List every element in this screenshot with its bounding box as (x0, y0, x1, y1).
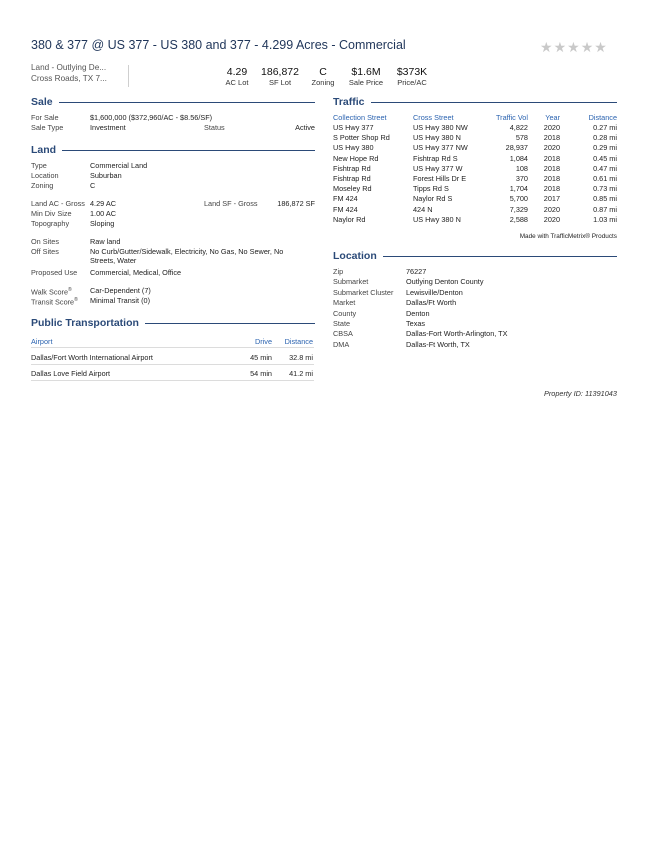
location-label: Market (333, 298, 356, 308)
transit-score-label (31, 296, 78, 306)
proposed-use-label: Proposed Use (31, 268, 78, 277)
traffic-section-header (333, 96, 617, 108)
location-value: Outlying Denton County (406, 277, 484, 287)
location-value: Dallas/Ft Worth (406, 298, 457, 308)
stat-value: 186,872 (261, 66, 299, 78)
for-sale-label: For Sale (31, 113, 59, 122)
traffic-cell-traffic-vol: 108 (515, 163, 528, 173)
traffic-cell-traffic-vol: 578 (515, 133, 528, 143)
traffic-cell-collection-street: FM 424 (333, 194, 358, 204)
sale-section-header (31, 96, 315, 108)
traffic-cell-collection-street: US Hwy 377 (333, 123, 374, 132)
traffic-cell-traffic-vol: 5,700 (509, 194, 528, 204)
star-icon[interactable]: ★ (540, 39, 553, 55)
location-label: DMA (333, 339, 350, 349)
traffic-cell-year: 2020 (543, 123, 560, 132)
traffic-cell-traffic-vol: 28,937 (505, 143, 528, 153)
page-title: 380 & 377 @ US 377 - US 380 and 377 - 4.299 Acres - Commercial (31, 38, 406, 52)
zoning-value: C (90, 181, 96, 190)
traffic-cell-traffic-vol: 2,588 (509, 214, 528, 224)
for-sale-value: $1,600,000 ($372,960/AC - $8.56/SF) (90, 113, 213, 122)
traffic-cell-cross-street: US Hwy 380 N (413, 214, 461, 224)
on-sites-label: On Sites (31, 237, 59, 246)
traffic-cell-collection-street: Fishtrap Rd (333, 163, 371, 173)
airport-drive: 54 min (250, 369, 272, 378)
traffic-footer: Made with TrafficMetrix® Products (519, 233, 617, 240)
traffic-cell-cross-street: Tipps Rd S (413, 184, 449, 194)
traffic-cell-traffic-vol: 370 (515, 174, 528, 183)
section-title: Public Transportation (31, 317, 139, 329)
location-label: Zip (333, 267, 344, 276)
walk-score-value: Car-Dependent (7) (90, 286, 151, 295)
type-label: Type (31, 161, 47, 170)
traffic-cell-collection-street: S Potter Shop Rd (333, 133, 390, 143)
location-label: Submarket (333, 277, 369, 287)
stat-value: $373K (396, 66, 428, 78)
traffic-cell-distance: 0.73 mi (593, 184, 617, 194)
type-value: Commercial Land (90, 161, 148, 170)
off-sites-label: Off Sites (31, 247, 59, 256)
section-title: Sale (31, 96, 53, 108)
location-label: Location (31, 171, 59, 180)
section-title: Traffic (333, 96, 365, 108)
traffic-vol-column-header: Traffic Vol (495, 113, 528, 122)
transport-section-header (31, 317, 315, 329)
traffic-cell-traffic-vol: 1,084 (509, 153, 528, 163)
table-divider (31, 364, 314, 365)
airport-drive: 45 min (250, 353, 272, 362)
traffic-cell-year: 2018 (543, 184, 560, 194)
off-sites-value: No Curb/Gutter/Sidewalk, Electricity, No Gas, No Sewer, No Streets, Water (90, 247, 284, 265)
traffic-cell-distance: 0.47 mi (593, 163, 617, 173)
stat-zoning (309, 66, 337, 88)
location-value: Dallas-Fort Worth-Arlington, TX (406, 329, 508, 339)
star-icon[interactable]: ★ (594, 39, 607, 55)
stat-price-ac (394, 66, 430, 88)
location-label: Submarket Cluster (333, 287, 394, 297)
stat-value: C (319, 66, 327, 78)
star-icon[interactable]: ★ (553, 39, 567, 55)
section-title: Location (333, 250, 377, 262)
section-rule (62, 150, 315, 151)
transit-score-value: Minimal Transit (0) (90, 296, 151, 305)
star-icon[interactable]: ★ (567, 39, 580, 55)
traffic-cell-collection-street: Fishtrap Rd (333, 174, 371, 183)
traffic-cell-year: 2018 (543, 133, 560, 143)
stat-sf-lot (259, 66, 301, 88)
traffic-cell-collection-street: US Hwy 380 (333, 143, 374, 153)
traffic-cell-year: 2020 (543, 214, 560, 224)
traffic-cell-cross-street: US Hwy 380 N (413, 133, 461, 143)
sale-type-value: Investment (90, 123, 126, 132)
traffic-cell-traffic-vol: 4,822 (509, 123, 528, 132)
on-sites-value: Raw land (90, 237, 121, 246)
traffic-cell-distance: 0.29 mi (593, 143, 617, 153)
walk-score-label (31, 286, 72, 296)
land-sf-label: Land SF - Gross (204, 199, 258, 208)
status-label: Status (204, 123, 225, 132)
zoning-label: Zoning (31, 181, 54, 190)
section-rule (59, 102, 315, 103)
topography-label: Topography (31, 219, 70, 228)
location-label: CBSA (333, 329, 353, 339)
distance-column-header: Distance (588, 113, 617, 122)
traffic-cell-cross-street: Naylor Rd S (413, 194, 453, 204)
min-div-label: Min Div Size (31, 209, 72, 218)
stat-label: Price/AC (397, 78, 427, 87)
min-div-value: 1.00 AC (90, 209, 116, 218)
location-value: Suburban (90, 171, 122, 180)
traffic-cell-distance: 0.61 mi (593, 174, 617, 183)
subtitle-line-2: Cross Roads, TX 7... (31, 73, 107, 83)
traffic-cell-year: 2018 (543, 163, 560, 173)
traffic-cell-cross-street: Fishtrap Rd S (413, 153, 458, 163)
traffic-cell-cross-street: US Hwy 377 W (413, 163, 463, 173)
table-divider (31, 347, 314, 348)
stat-label: Zoning (311, 78, 335, 87)
location-label: State (333, 319, 351, 328)
header-divider (128, 65, 129, 87)
traffic-cell-collection-street: Naylor Rd (333, 214, 366, 224)
traffic-cell-distance: 0.45 mi (593, 153, 617, 163)
land-ac-value: 4.29 AC (90, 199, 116, 208)
cross-street-column-header: Cross Street (413, 113, 454, 122)
traffic-cell-collection-street: New Hope Rd (333, 153, 379, 163)
property-subtitle (31, 63, 107, 84)
stat-value: 4.29 (226, 66, 248, 78)
traffic-cell-cross-street: Forest Hills Dr E (413, 174, 467, 183)
location-label: County (333, 308, 357, 318)
land-ac-label: Land AC - Gross (31, 199, 85, 208)
star-icon[interactable]: ★ (580, 39, 594, 55)
traffic-cell-distance: 0.85 mi (593, 194, 617, 204)
stat-label: SF Lot (268, 78, 292, 87)
stat-value: $1.6M (351, 66, 381, 78)
location-value: 76227 (406, 267, 427, 276)
topography-value: Sloping (90, 219, 115, 228)
traffic-cell-cross-street: US Hwy 380 NW (413, 123, 468, 132)
traffic-cell-year: 2018 (543, 153, 560, 163)
transit-score-text: Transit Score (31, 297, 75, 307)
stat-label: Sale Price (348, 78, 384, 87)
land-sf-value: 186,872 SF (277, 199, 315, 208)
section-rule (383, 256, 617, 257)
traffic-cell-distance: 0.27 mi (593, 123, 617, 132)
rating-stars[interactable] (540, 40, 607, 54)
collection-street-column-header: Collection Street (333, 113, 387, 122)
table-divider (31, 380, 314, 381)
year-column-header: Year (545, 113, 560, 122)
traffic-cell-year: 2017 (543, 194, 560, 204)
airport-name: Dallas/Fort Worth International Airport (31, 353, 153, 362)
registered-mark: ® (68, 287, 72, 293)
section-rule (145, 323, 315, 324)
location-value: Denton (406, 308, 430, 318)
registered-mark: ® (74, 297, 78, 303)
traffic-cell-traffic-vol: 7,329 (509, 204, 528, 214)
subtitle-line-1: Land - Outlying De... (31, 63, 107, 72)
traffic-cell-cross-street: 424 N (413, 204, 433, 214)
proposed-use-value: Commercial, Medical, Office (90, 268, 182, 277)
traffic-cell-distance: 1.03 mi (593, 214, 617, 224)
traffic-cell-collection-street: Moseley Rd (333, 184, 372, 194)
land-section-header (31, 144, 315, 156)
traffic-cell-cross-street: US Hwy 377 NW (413, 143, 468, 153)
stat-sale-price (345, 66, 387, 88)
section-rule (371, 102, 617, 103)
airport-distance: 41.2 mi (289, 369, 313, 378)
airport-name: Dallas Love Field Airport (31, 369, 111, 378)
traffic-cell-year: 2020 (543, 204, 560, 214)
stat-label: AC Lot (225, 78, 249, 87)
sale-type-label: Sale Type (31, 123, 64, 132)
location-section-header (333, 250, 617, 262)
airport-column-header: Airport (31, 337, 53, 346)
traffic-cell-year: 2018 (543, 174, 560, 183)
traffic-cell-distance: 0.87 mi (593, 204, 617, 214)
location-value: Lewisville/Denton (406, 287, 463, 297)
traffic-cell-year: 2020 (543, 143, 560, 153)
walk-score-text: Walk Score (31, 287, 69, 297)
status-value: Active (295, 123, 315, 132)
traffic-cell-distance: 0.28 mi (593, 133, 617, 143)
distance-column-header: Distance (284, 337, 313, 346)
airport-distance: 32.8 mi (289, 353, 313, 362)
section-title: Land (31, 144, 57, 156)
location-value: Dallas-Ft Worth, TX (406, 339, 470, 349)
location-value: Texas (406, 319, 426, 328)
drive-column-header: Drive (254, 337, 272, 346)
property-id: Property ID: 11391043 (544, 389, 617, 398)
stat-ac-lot (222, 66, 252, 88)
traffic-cell-traffic-vol: 1,704 (509, 184, 528, 194)
traffic-cell-collection-street: FM 424 (333, 204, 358, 214)
